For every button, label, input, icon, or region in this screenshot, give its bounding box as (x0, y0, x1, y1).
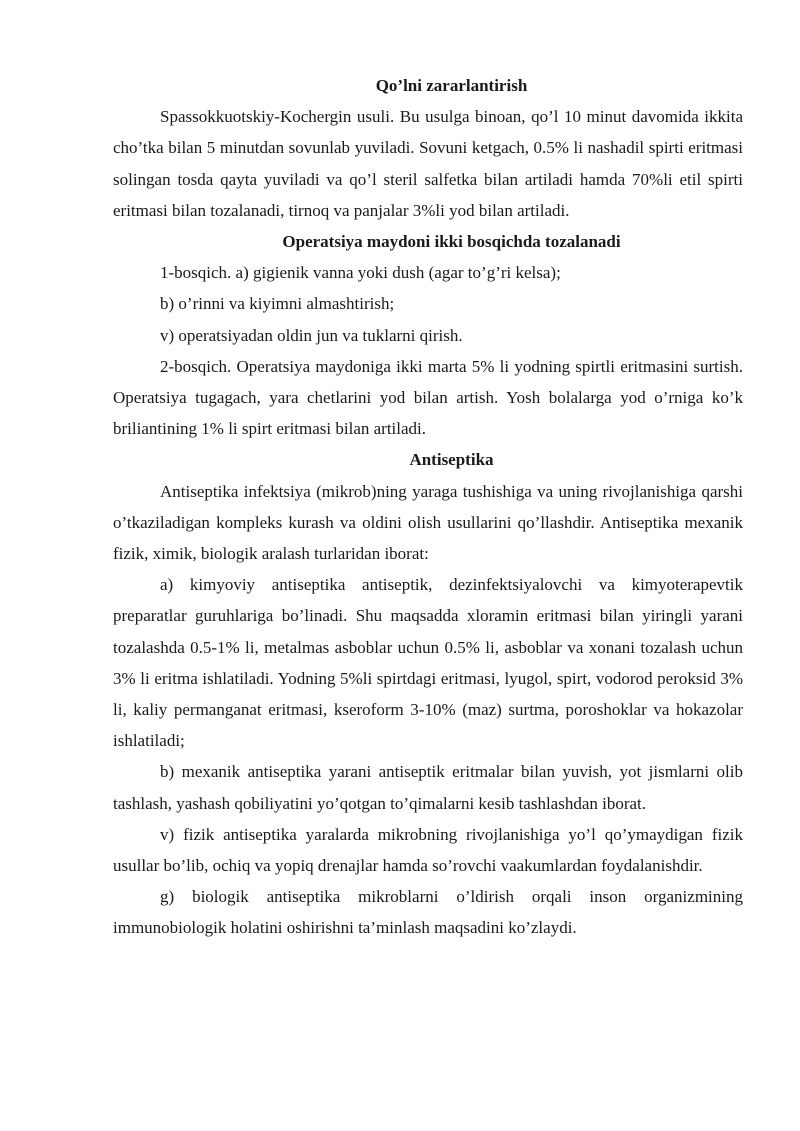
paragraph-spassokukotsky-method: Spassokkuotskiy-Kochergin usuli. Bu usulga binoan, qo’l 10 minut davomida ikkita cho’tka bilan 5 minutdan sovunlab yuviladi. Sovuni ketgach, 0.5% li nashadil spirti eritmasi solingan tosda qayta yuviladi va qo’l steril salfetka bilan artiladi hamda 70%li etil spirti eritmasi bilan tozalanadi, tirnoq va panjalar 3%li yod bilan artiladi. (113, 107, 743, 220)
paragraph-stage-1-v: v) operatsiyadan oldin jun va tuklarni qirish. (160, 325, 463, 345)
paragraph-stage-2: 2-bosqich. Operatsiya maydoniga ikki marta 5% li yodning spirtli eritmasini surtish. Operatsiya tugagach, yara chetlarini yod bilan artish. Yosh bolalarga yod o’rniga ko’k briliantining 1% li spirt eritmasi bilan artiladi. (113, 356, 743, 439)
paragraph-physical-antiseptics: v) fizik antiseptika yaralarda mikrobning rivojlanishiga yo’l qo’ymaydigan fizik usullar bo’lib, ochiq va yopiq drenajlar hamda so’rovchi vaakumlardan foydalanishdir. (113, 824, 743, 876)
paragraph-biological-antiseptics: g) biologik antiseptika mikroblarni o’ldirish orqali inson organizmining immunobiologik holatini oshirishni ta’minlash maqsadini ko’zlaydi. (113, 887, 743, 938)
paragraph-chemical-antiseptics: a) kimyoviy antiseptika antiseptik, dezinfektsiyalovchi va kimyoterapevtik preparatlar guruhlariga bo’linadi. Shu maqsadda xloramin eritmasi bilan yiringli yarani tozalashda 0.5-1% li, metalmas asboblar uchun 0.5% li, asboblar va xonani tozalash uchun 3% li eritma ishlatiladi. Yodning 5%li spirtdagi eritmasi, lyugol, spirt, vodorod peroksid 3% li, kaliy permanganat eritmasi, kseroform 3-10% (maz) surtma, poroshoklar va hokazolar ishlatiladi; (113, 575, 743, 751)
paragraph-mechanical-antiseptics: b) mexanik antiseptika yarani antiseptik eritmalar bilan yuvish, yot jismlarni olib tashlash, yashash qobiliyatini yo’qotgan to’qimalarni kesib tashlashdan iborat. (113, 762, 743, 813)
paragraph-stage-1: 1-bosqich. a) gigienik vanna yoki dush (agar to’g’ri kelsa); (160, 263, 561, 283)
section-heading-hand-disinfection: Qo’lni zararlantirish (375, 76, 528, 95)
document-page (113, 70, 743, 944)
paragraph-stage-1-b: b) o’rinni va kiyimni almashtirish; (160, 294, 395, 314)
section-heading-operative-field: Operatsiya maydoni ikki bosqichda tozalanadi (282, 232, 621, 252)
paragraph-antiseptics-intro: Antiseptika infektsiya (mikrob)ning yaraga tushishiga va uning rivojlanishiga qarshi o’tkaziladigan kompleks kurash va oldini olish usullarini qo’llashdir. Antiseptika mexanik fizik, ximik, biologik aralash turlaridan iborat: (113, 481, 743, 564)
section-heading-antiseptics: Antiseptika (409, 450, 494, 470)
